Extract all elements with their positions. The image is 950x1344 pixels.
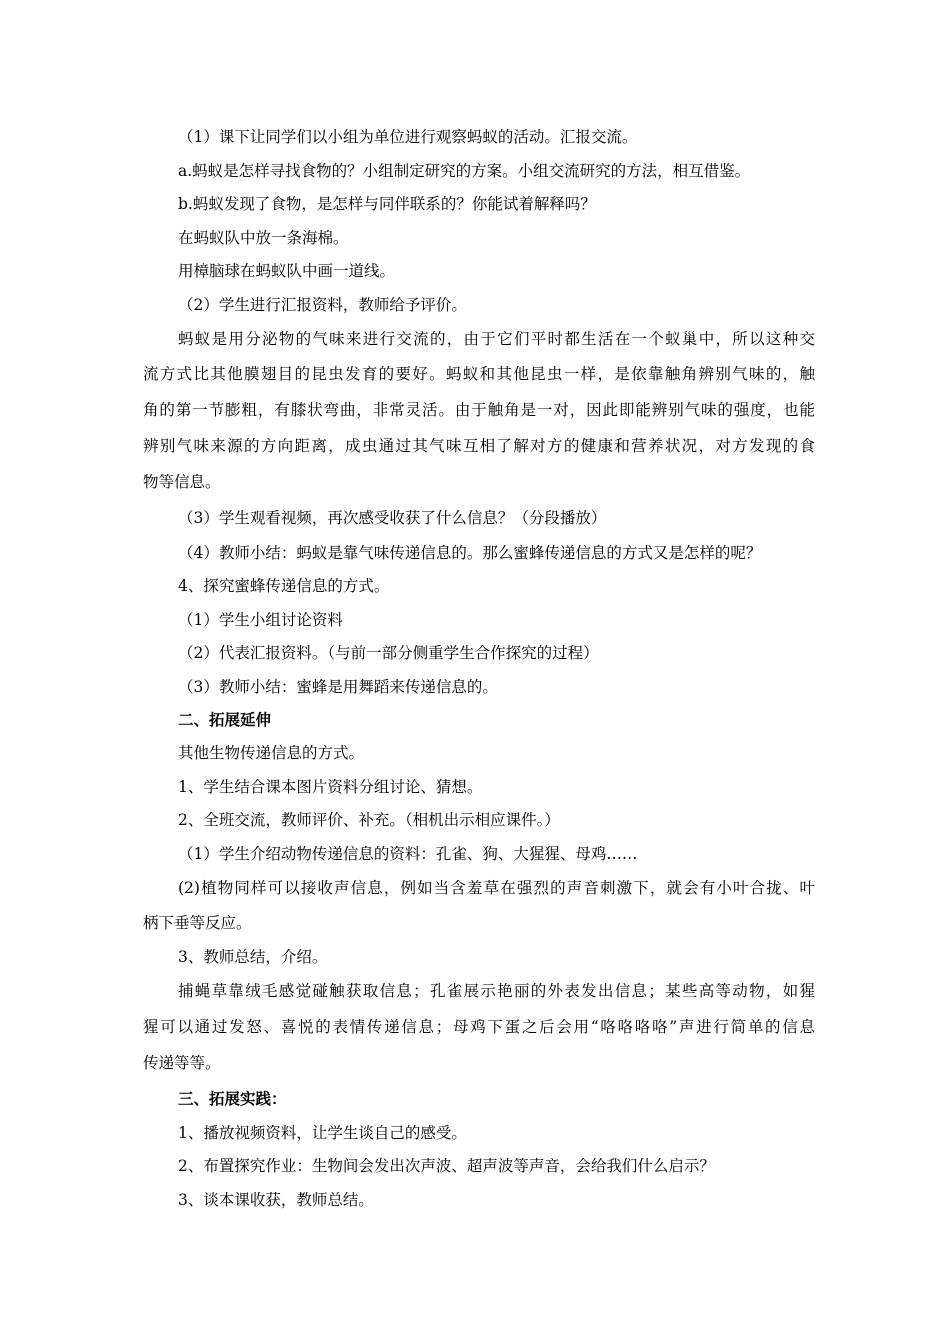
paragraph-line: （2）代表汇报资料。（与前一部分侧重学生合作探究的过程） [178,644,599,662]
paragraph-line: 2、布置探究作业：生物间会发出次声波、超声波等声音，会给我们什么启示？ [178,1157,715,1175]
paragraph-line: 角的第一节膨粗，有膝状弯曲，非常灵活。由于触角是一对，因此即能辨别气味的强度，也能 [143,401,815,419]
paragraph-line: （1）学生小组讨论资料 [178,611,343,629]
paragraph-line: 捕蝇草靠绒毛感觉碰触获取信息；孔雀展示艳丽的外表发出信息；某些高等动物，如猩 [178,982,815,1000]
paragraph-line: 柄下垂等反应。 [143,914,252,932]
paragraph-line: （1）学生介绍动物传递信息的资料：孔雀、狗、大猩猩、母鸡…… [178,845,638,863]
paragraph-line: 4、探究蜜蜂传递信息的方式。 [178,577,390,595]
paragraph-line: 用樟脑球在蚂蚁队中画一道线。 [178,262,396,280]
paragraph-line: 3、谈本课收获，教师总结。 [178,1191,374,1209]
paragraph-line: 辨别气味来源的方向距离，成虫通过其气味互相了解对方的健康和营养状况，对方发现的食 [143,437,815,455]
paragraph-line: (2)植物同样可以接收声信息，例如当含羞草在强烈的声音刺激下，就会有小叶合拢、叶 [178,879,815,897]
paragraph-line: 蚂蚁是用分泌物的气味来进行交流的，由于它们平时都生活在一个蚁巢中，所以这种交 [178,330,815,348]
paragraph-line: a.蚂蚁是怎样寻找食物的？小组制定研究的方案。小组交流研究的方法，相互借鉴。 [178,162,751,180]
section-heading: 三、拓展实践： [178,1089,287,1108]
paragraph-line: （3）学生观看视频，再次感受收获了什么信息？（分段播放） [178,509,607,527]
paragraph-line: 猩可以通过发怒、喜悦的表情传递信息；母鸡下蛋之后会用“咯咯咯咯”声进行简单的信息 [143,1018,815,1036]
section-heading: 二、拓展延伸 [178,710,272,729]
paragraph-line: 流方式比其他膜翅目的昆虫发育的要好。蚂蚁和其他昆虫一样，是依靠触角辨别气味的，触 [143,365,815,383]
paragraph-line: 在蚂蚁队中放一条海棉。 [178,229,349,247]
paragraph-line: （4）教师小结：蚂蚁是靠气味传递信息的。那么蜜蜂传递信息的方式又是怎样的呢？ [178,544,762,562]
paragraph-line: （1）课下让同学们以小组为单位进行观察蚂蚁的活动。汇报交流。 [178,128,638,146]
paragraph-line: b.蚂蚁发现了食物，是怎样与同伴联系的？你能试着解释吗？ [178,195,596,213]
paragraph-line: 3、教师总结，介绍。 [178,948,328,966]
paragraph-line: 1、播放视频资料，让学生谈自己的感受。 [178,1124,467,1142]
paragraph-line: 1、学生结合课本图片资料分组讨论、猜想。 [178,778,483,796]
paragraph-line: （2）学生进行汇报资料，教师给予评价。 [178,296,467,314]
paragraph-line: 其他生物传递信息的方式。 [178,744,365,762]
paragraph-line: 2、全班交流，教师评价、补充。（相机出示相应课件。） [178,811,560,829]
paragraph-line: （3）教师小结：蜜蜂是用舞蹈来传递信息的。 [178,678,498,696]
paragraph-line: 物等信息。 [143,473,221,491]
paragraph-line: 传递等等。 [143,1054,221,1072]
